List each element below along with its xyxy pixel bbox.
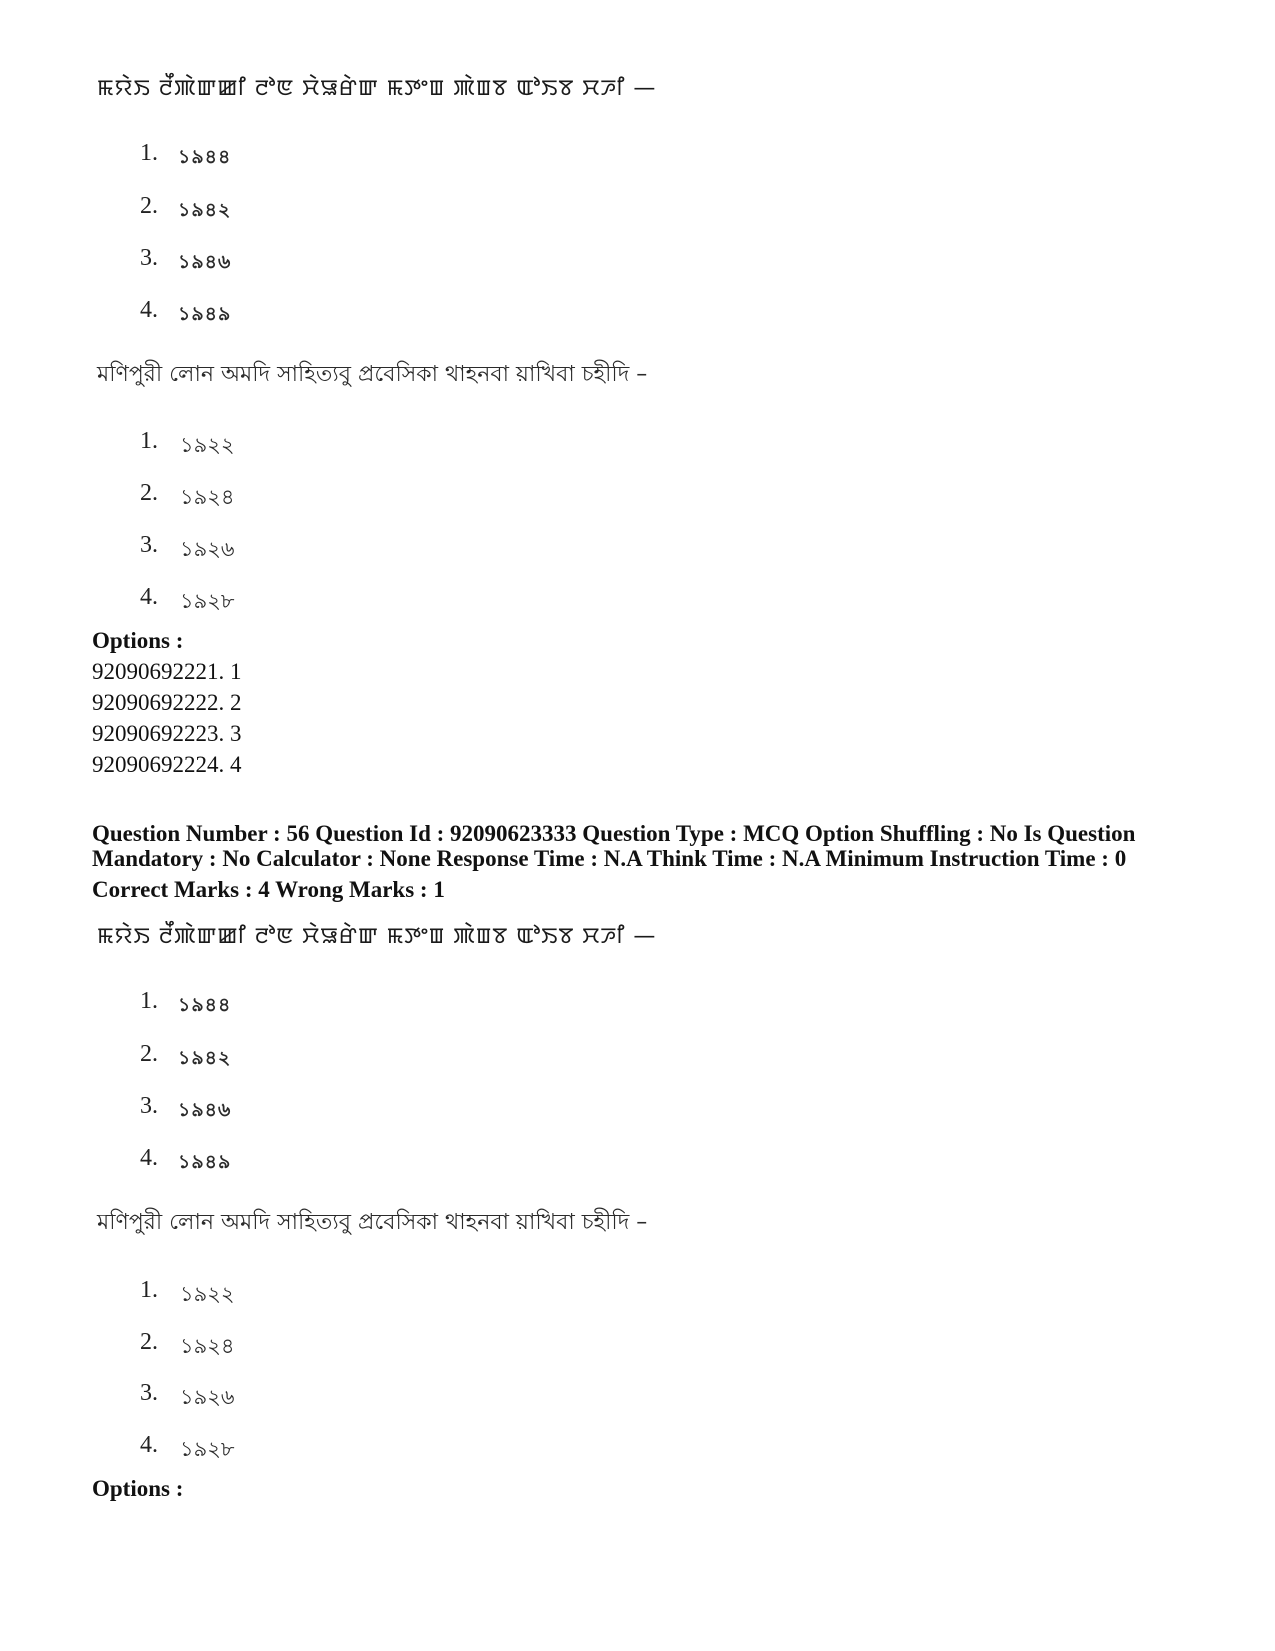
option-value: ১৯৪৪ bbox=[178, 146, 232, 168]
option-value: ১৯৪২ bbox=[178, 199, 232, 221]
option-number: 3. bbox=[140, 532, 158, 558]
question-meta-line: Mandatory : No Calculator : None Response Time : N.A Think Time : N.A Minimum Instruction Time : 0 bbox=[92, 846, 1127, 871]
question-text-meitei: ꯃꯌꯥꯏ ꯂꯩꯄꯥꯛꯀꯤ ꯂꯣꯟ ꯆꯥꯎꯔꯥꯛ ꯃꯇꯦꯡ ꯄꯥꯡꯕ ꯑꯣꯏꯕ ꯆꯍꯤ — bbox=[97, 76, 657, 101]
option-value: ১৯৪৯ bbox=[178, 1151, 232, 1173]
option-id-line: 92090692224. 4 bbox=[92, 752, 242, 777]
option-value: ১৯২২ bbox=[180, 433, 235, 457]
options-label: Options : bbox=[92, 628, 184, 653]
option-value: ১৯৪২ bbox=[178, 1047, 232, 1069]
option-number: 2. bbox=[140, 1041, 158, 1067]
question-text-bengali: মণিপুরী লোন অমদি সাহিত্যবু প্রবেসিকা থাহনবা য়াখিবা চহীদি – bbox=[97, 362, 648, 387]
question-meta-line: Question Number : 56 Question Id : 92090623333 Question Type : MCQ Option Shuffling : No Is Question bbox=[92, 821, 1136, 846]
option-number: 3. bbox=[140, 245, 158, 271]
question-text-bengali: মণিপুরী লোন অমদি সাহিত্যবু প্রবেসিকা থাহনবা য়াখিবা চহীদি – bbox=[97, 1210, 648, 1235]
option-number: 4. bbox=[140, 584, 158, 610]
option-number: 4. bbox=[140, 1432, 158, 1458]
option-number: 2. bbox=[140, 193, 158, 219]
options-label: Options : bbox=[92, 1476, 184, 1501]
option-number: 1. bbox=[140, 428, 158, 454]
option-value: ১৯৪৯ bbox=[178, 303, 232, 325]
option-number: 1. bbox=[140, 988, 158, 1014]
option-number: 1. bbox=[140, 140, 158, 166]
option-number: 2. bbox=[140, 480, 158, 506]
option-value: ১৯২৮ bbox=[180, 1437, 235, 1461]
option-id-line: 92090692223. 3 bbox=[92, 721, 242, 746]
option-id-line: 92090692221. 1 bbox=[92, 659, 242, 684]
option-number: 2. bbox=[140, 1329, 158, 1355]
option-number: 3. bbox=[140, 1380, 158, 1406]
option-value: ১৯২৪ bbox=[180, 1334, 235, 1358]
option-value: ১৯৪৪ bbox=[178, 994, 232, 1016]
option-number: 3. bbox=[140, 1093, 158, 1119]
option-number: 4. bbox=[140, 1145, 158, 1171]
option-value: ১৯২৬ bbox=[180, 537, 235, 561]
question-marks-line: Correct Marks : 4 Wrong Marks : 1 bbox=[92, 877, 445, 902]
option-value: ১৯৪৬ bbox=[178, 1099, 232, 1121]
option-value: ১৯৪৬ bbox=[178, 251, 232, 273]
option-value: ১৯২২ bbox=[180, 1282, 235, 1306]
option-number: 1. bbox=[140, 1277, 158, 1303]
option-value: ১৯২৬ bbox=[180, 1385, 235, 1409]
option-value: ১৯২৪ bbox=[180, 485, 235, 509]
option-value: ১৯২৮ bbox=[180, 589, 235, 613]
option-number: 4. bbox=[140, 297, 158, 323]
option-id-line: 92090692222. 2 bbox=[92, 690, 242, 715]
question-text-meitei: ꯃꯌꯥꯏ ꯂꯩꯄꯥꯛꯀꯤ ꯂꯣꯟ ꯆꯥꯎꯔꯥꯛ ꯃꯇꯦꯡ ꯄꯥꯡꯕ ꯑꯣꯏꯕ ꯆꯍꯤ — bbox=[97, 924, 657, 949]
